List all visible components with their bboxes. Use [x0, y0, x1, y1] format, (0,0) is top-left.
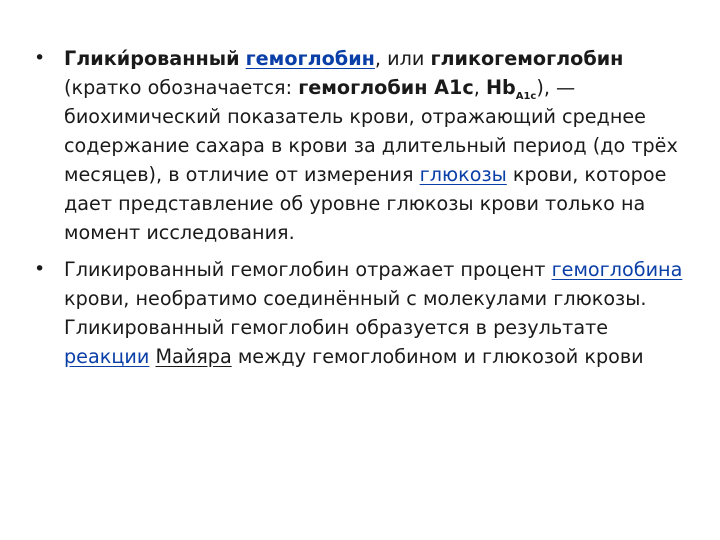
term-glycohemoglobin: гликогемоглобин [430, 47, 624, 70]
comma: , [473, 76, 480, 99]
paragraph-text-1: Гликированный гемоглобин отражает процент [64, 258, 546, 281]
hb-subscript: A1c [515, 90, 537, 102]
or-text: или [387, 47, 425, 70]
term-part-1: Глики [64, 47, 131, 70]
bullet-paragraph-1 [34, 44, 694, 247]
link-reaction[interactable]: реакции [64, 345, 150, 368]
bullet-paragraph-2 [34, 255, 694, 371]
term-part-2: рованный [130, 47, 240, 70]
link-hemoglobin[interactable]: гемоглобин [245, 47, 375, 70]
link-glucose[interactable]: глюкозы [419, 163, 507, 186]
description-text: ), — биохимический показатель крови, отражающий среднее содержание сахара в крови за длительный период (до трёх месяцев), в отличие от измерения [64, 76, 678, 186]
hb-label: Hb [485, 76, 516, 99]
slide-content [34, 44, 694, 379]
description-rest: крови, которое дает представление об уровне глюкозы крови только на момент исследования. [64, 163, 667, 244]
paragraph-text-3: между гемоглобином и глюкозой крови [237, 345, 644, 368]
bullet-marker: • [34, 258, 46, 280]
term-title [64, 47, 240, 70]
bullet-marker: • [34, 47, 46, 69]
link-hemoglobin-2[interactable]: гемоглобина [551, 258, 683, 281]
term-hb [485, 76, 537, 102]
paragraph-text-2: крови, необратимо соединённый с молекулами глюкозы. Гликированный гемоглобин образуется в результате [64, 287, 647, 339]
comma: , [374, 47, 382, 70]
term-hba1c: гемоглобин A1c [298, 76, 474, 99]
brief-text: (кратко обозначается: [64, 76, 293, 99]
link-maillard[interactable]: Майяра [155, 345, 232, 368]
